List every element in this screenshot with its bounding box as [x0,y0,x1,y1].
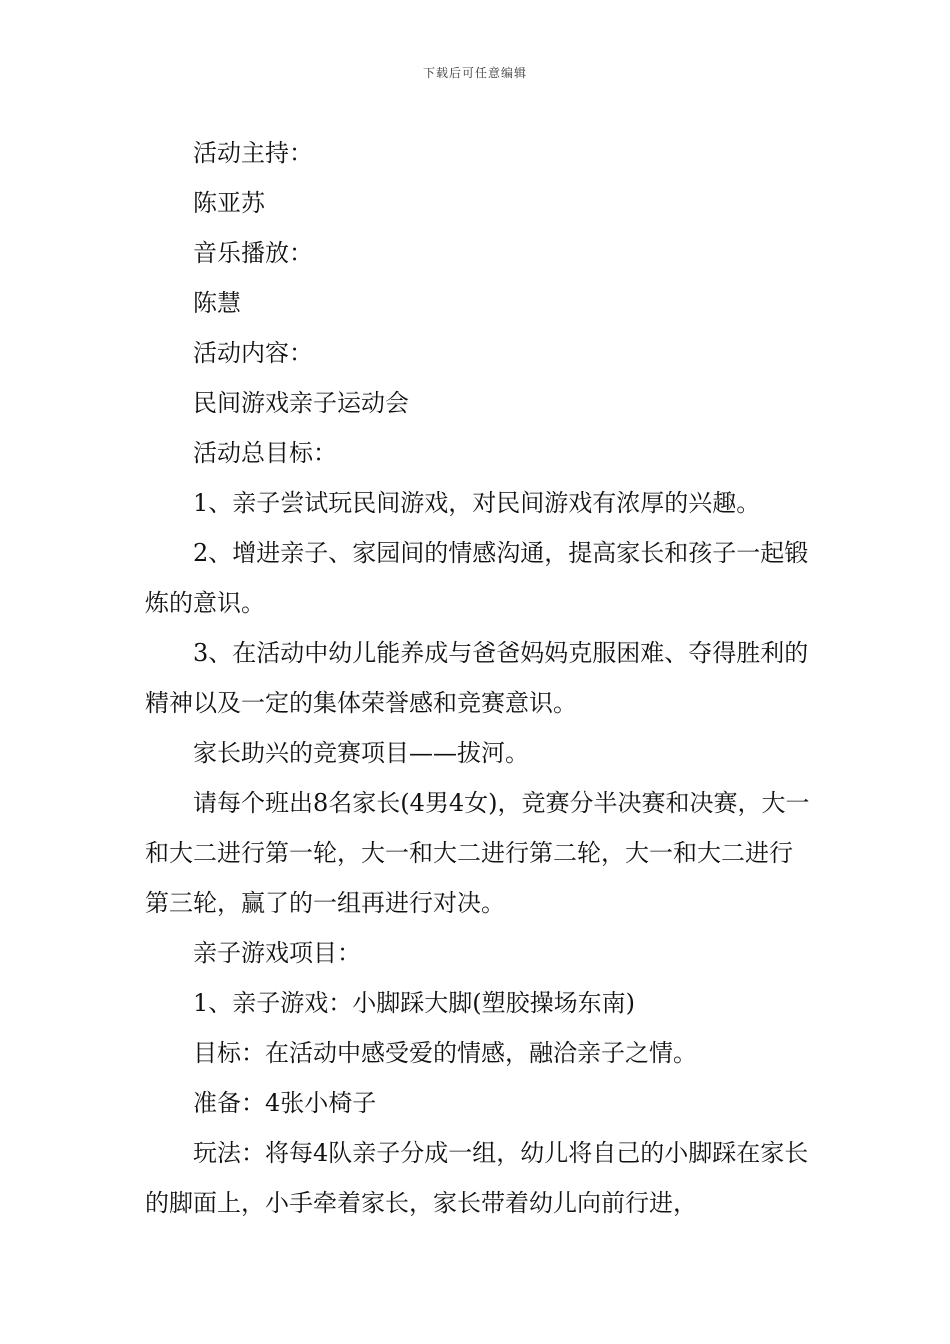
paragraph-host-name: 陈亚苏 [193,189,265,217]
paragraph-host-label: 活动主持： [193,139,313,167]
paragraph-game-1-prep: 准备：4张小椅子 [193,1089,377,1117]
paragraph-games-label: 亲子游戏项目： [193,939,361,967]
paragraph-tug-of-war-rules: 请每个班出8名家长(4男4女)，竞赛分半决赛和决赛，大一和大二进行第一轮，大一和大二进行第二轮，大一和大二进行第三轮，赢了的一组再进行对决。 [145,789,810,917]
paragraph-goals-label: 活动总目标： [193,439,337,467]
paragraph-goal-1: 1、亲子尝试玩民间游戏，对民间游戏有浓厚的兴趣。 [193,489,761,517]
paragraph-music-label: 音乐播放： [193,239,313,267]
paragraph-game-1-play: 玩法：将每4队亲子分成一组，幼儿将自己的小脚踩在家长的脚面上，小手牵着家长，家长带着幼儿向前行进， [145,1139,809,1217]
paragraph-content-value: 民间游戏亲子运动会 [193,389,409,417]
page-header-note: 下载后可任意编辑 [422,66,527,80]
paragraph-goal-3: 3、在活动中幼儿能养成与爸爸妈妈克服困难、夺得胜利的精神以及一定的集体荣誉感和竞赛意识。 [145,639,809,717]
paragraph-goal-2: 2、增进亲子、家园间的情感沟通，提高家长和孩子一起锻炼的意识。 [145,539,809,617]
paragraph-music-name: 陈慧 [193,289,241,317]
paragraph-game-1-title: 1、亲子游戏：小脚踩大脚(塑胶操场东南) [193,989,635,1017]
paragraph-parent-event: 家长助兴的竞赛项目——拔河。 [193,739,529,767]
paragraph-content-label: 活动内容： [193,339,313,367]
document-body [145,128,815,1228]
paragraph-game-1-goal: 目标：在活动中感受爱的情感，融洽亲子之情。 [193,1039,697,1067]
